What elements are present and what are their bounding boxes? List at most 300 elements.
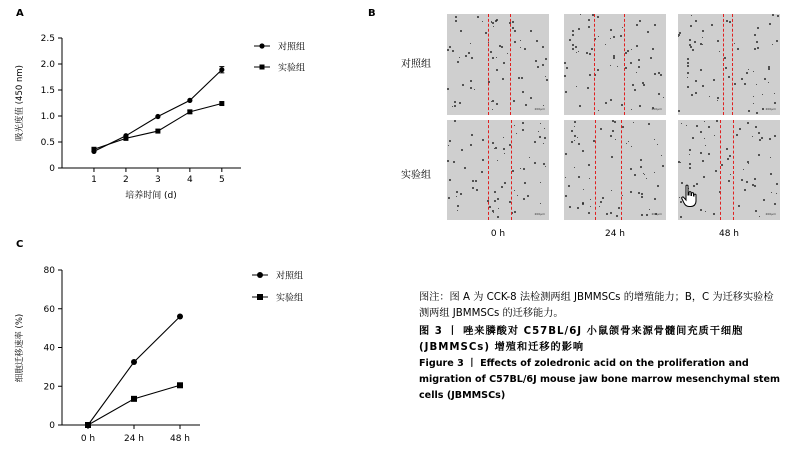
cell-speck	[772, 14, 774, 16]
cell-speck	[613, 36, 615, 38]
cell-speck	[748, 163, 749, 164]
cell-speck	[776, 193, 777, 194]
cell-speck	[700, 131, 702, 133]
cell-speck	[769, 23, 771, 25]
cell-speck	[702, 160, 704, 162]
chart-a-y-tick-label: 2.0	[40, 60, 55, 70]
cell-speck	[741, 179, 743, 181]
chart-c-x-tick-label: 24 h	[123, 434, 145, 444]
cell-speck	[457, 61, 459, 63]
cell-speck	[680, 216, 682, 218]
cell-speck	[470, 87, 472, 89]
cell-speck	[496, 103, 498, 105]
cell-speck	[612, 130, 614, 132]
cell-speck	[472, 180, 474, 182]
cell-speck	[613, 57, 615, 59]
cell-speck	[687, 58, 689, 60]
scale-bar-label: 200μm	[534, 212, 545, 216]
cell-speck	[472, 187, 474, 189]
cell-speck	[497, 160, 498, 161]
cell-speck	[770, 173, 772, 175]
cell-speck	[758, 132, 760, 134]
cell-speck	[497, 216, 499, 218]
cell-speck	[610, 135, 612, 137]
panel-b-label: B	[368, 8, 376, 19]
cell-speck	[543, 163, 545, 165]
chart-c-series-line-0	[88, 317, 180, 426]
cell-speck	[538, 131, 539, 132]
chart-a-x-tick-label: 4	[186, 175, 193, 185]
cell-speck	[632, 84, 634, 86]
cell-speck	[502, 78, 504, 80]
cell-speck	[518, 77, 520, 79]
scale-bar-label: 200μm	[765, 212, 776, 216]
cell-speck	[543, 105, 544, 106]
chart-a-point	[91, 147, 96, 152]
legend-marker-square	[257, 294, 263, 300]
cell-speck	[657, 185, 659, 187]
cell-speck	[575, 46, 577, 48]
cell-speck	[494, 200, 496, 202]
cell-speck	[514, 211, 516, 213]
cell-speck	[578, 176, 580, 178]
cell-speck	[504, 182, 506, 184]
cell-speck	[492, 100, 494, 102]
column-label-48h: 48 h	[718, 229, 740, 239]
cell-speck	[727, 158, 729, 160]
cell-speck	[713, 79, 715, 81]
cell-speck	[587, 87, 589, 89]
cell-speck	[565, 177, 566, 178]
cell-speck	[708, 153, 710, 155]
cell-speck	[597, 16, 599, 18]
cell-speck	[471, 134, 473, 136]
cell-speck	[485, 32, 487, 34]
cell-speck	[576, 86, 577, 87]
cell-speck	[578, 143, 580, 145]
cell-speck	[565, 91, 567, 93]
cell-speck	[689, 163, 691, 165]
cell-speck	[611, 156, 613, 158]
cell-speck	[449, 179, 451, 181]
cell-speck	[734, 43, 735, 44]
chart-c-y-label: 细胞迁移速率 (%)	[15, 313, 25, 383]
cell-speck	[715, 170, 717, 172]
cell-speck	[583, 189, 584, 190]
cell-speck	[762, 94, 763, 95]
cell-speck	[774, 102, 776, 104]
cell-speck	[522, 122, 524, 124]
cell-speck	[520, 168, 521, 169]
cell-speck	[530, 97, 532, 99]
cell-speck	[456, 191, 458, 193]
cell-speck	[564, 75, 566, 77]
cell-speck	[747, 122, 749, 124]
cell-speck	[729, 155, 731, 157]
cell-speck	[661, 155, 662, 156]
chart-a-x-tick-label: 1	[91, 175, 97, 185]
cell-speck	[753, 96, 754, 97]
cell-speck	[687, 62, 689, 64]
cell-speck	[474, 89, 475, 90]
cell-speck	[644, 174, 645, 175]
cell-speck	[631, 109, 632, 110]
cell-speck	[730, 174, 731, 175]
cell-speck	[452, 50, 454, 52]
cell-speck	[728, 180, 730, 182]
chart-a-x-tick-label: 3	[155, 175, 161, 185]
cell-speck	[640, 166, 642, 168]
cell-speck	[654, 73, 656, 75]
cell-speck	[639, 105, 641, 107]
cell-speck	[591, 48, 593, 50]
cell-speck	[574, 126, 575, 127]
cell-speck	[589, 74, 591, 76]
cell-speck	[630, 62, 632, 64]
micrograph-control-24h	[564, 14, 666, 115]
cell-speck	[717, 100, 718, 101]
caption-title-zh: 图 3 丨 唑来膦酸对 C57BL/6J 小鼠颌骨来源骨髓间充质干细胞 (JBMMSCs) 增殖和迁移的影响	[419, 326, 744, 353]
cell-speck	[640, 159, 642, 161]
chart-a-y-ticks	[41, 34, 62, 174]
cell-speck	[702, 85, 704, 87]
cell-speck	[663, 97, 664, 98]
cell-speck	[746, 181, 748, 183]
cell-speck	[602, 197, 604, 199]
cell-speck	[700, 69, 702, 71]
cell-speck	[470, 144, 472, 146]
cell-speck	[539, 136, 541, 138]
cell-speck	[589, 178, 590, 179]
cell-speck	[759, 216, 760, 217]
chart-a-point	[219, 101, 224, 106]
cell-speck	[577, 137, 578, 138]
cell-speck	[774, 135, 776, 137]
cell-speck	[717, 40, 719, 42]
cell-speck	[631, 49, 632, 50]
cell-speck	[588, 164, 590, 166]
cell-speck	[630, 168, 632, 170]
cell-speck	[447, 88, 449, 90]
cell-speck	[462, 84, 464, 86]
cell-speck	[756, 41, 758, 43]
cell-speck	[726, 20, 728, 22]
cell-speck	[496, 57, 497, 58]
cell-speck	[762, 108, 764, 110]
cell-speck	[576, 52, 577, 53]
cell-speck	[516, 133, 517, 134]
cell-speck	[588, 19, 590, 21]
chart-c-y-ticks	[44, 266, 62, 431]
cell-speck	[465, 55, 467, 57]
cell-speck	[529, 157, 530, 158]
cell-speck	[574, 140, 575, 141]
legend-marker-square	[260, 65, 265, 70]
chart-a-series	[91, 67, 224, 154]
chart-a-y-label: 吸光度值 (450 nm)	[15, 65, 25, 141]
scale-bar-label: 200μm	[651, 212, 662, 216]
cell-speck	[523, 168, 525, 170]
cell-speck	[535, 60, 537, 62]
cell-speck	[564, 62, 566, 64]
cell-speck	[654, 24, 656, 26]
cell-speck	[681, 123, 682, 124]
cell-speck	[654, 198, 656, 200]
cell-speck	[763, 199, 765, 201]
cell-speck	[475, 180, 477, 182]
chart-a-point	[123, 136, 128, 141]
cell-speck	[662, 165, 664, 167]
cell-speck	[598, 110, 599, 111]
cell-speck	[482, 159, 484, 161]
cell-speck	[600, 201, 602, 203]
cell-speck	[734, 83, 736, 85]
cell-speck	[476, 189, 478, 191]
chart-a-series-line-0	[94, 70, 222, 152]
cell-speck	[579, 105, 581, 107]
cell-speck	[534, 141, 536, 143]
cell-speck	[448, 197, 450, 199]
hand-cursor-icon	[681, 184, 697, 208]
chart-a-y-tick-label: 0	[49, 164, 55, 174]
cell-speck	[774, 93, 775, 94]
cell-speck	[752, 136, 753, 137]
cell-speck	[753, 71, 754, 72]
cell-speck	[501, 46, 503, 48]
cell-speck	[524, 182, 526, 184]
cell-speck	[729, 21, 731, 23]
cell-speck	[692, 49, 694, 51]
cell-speck	[590, 206, 591, 207]
cell-speck	[543, 143, 544, 144]
cell-speck	[711, 24, 713, 26]
cell-speck	[620, 35, 622, 37]
chart-a-x-tick-label: 2	[123, 175, 129, 185]
cell-speck	[536, 40, 538, 42]
cell-speck	[631, 146, 632, 147]
chart-c-x-tick-label: 0 h	[80, 434, 96, 444]
cell-speck	[728, 76, 730, 78]
cell-speck	[695, 92, 697, 94]
cell-speck	[764, 78, 766, 80]
cell-speck	[636, 72, 637, 73]
cell-speck	[746, 72, 748, 74]
cell-speck	[482, 21, 483, 22]
cell-speck	[590, 199, 591, 200]
cell-speck	[630, 191, 632, 193]
cell-speck	[449, 46, 451, 48]
chart-a-x-tick-label: 5	[218, 175, 225, 185]
chart-a-series-line-1	[94, 104, 222, 150]
cell-speck	[454, 105, 456, 107]
cell-speck	[647, 31, 649, 33]
cell-speck	[756, 112, 758, 114]
cell-speck	[599, 206, 600, 207]
cell-speck	[569, 206, 571, 208]
cell-speck	[752, 184, 754, 186]
cell-speck	[447, 49, 449, 51]
cell-speck	[493, 212, 494, 213]
cell-speck	[754, 185, 756, 187]
cell-speck	[605, 102, 607, 104]
cell-speck	[468, 52, 470, 54]
cell-speck	[600, 128, 602, 130]
cell-speck	[622, 126, 624, 128]
cell-speck	[449, 140, 451, 142]
cell-speck	[713, 213, 715, 215]
cell-speck	[454, 101, 456, 103]
panel-a-label: A	[16, 8, 24, 19]
cell-speck	[520, 47, 521, 48]
cell-speck	[759, 139, 761, 141]
chart-a-y-tick-label: 0.5	[40, 138, 55, 148]
cell-speck	[512, 21, 514, 23]
cell-speck	[597, 69, 599, 71]
chart-a-point	[155, 114, 160, 119]
cell-speck	[705, 211, 706, 212]
cell-speck	[512, 170, 514, 172]
chart-c-y-tick-label: 60	[43, 304, 55, 315]
cell-speck	[610, 65, 611, 66]
cell-speck	[610, 212, 612, 214]
cell-speck	[456, 196, 457, 197]
cell-speck	[577, 207, 579, 209]
cell-speck	[565, 153, 567, 155]
column-label-24h: 24 h	[604, 229, 626, 239]
cell-speck	[679, 32, 681, 34]
caption-title-en: Figure 3 丨 Effects of zoledronic acid on the proliferation and migration of C57BL/6J mouse jaw bone marrow mesenchymal stem cells (JBMMSCs)	[419, 358, 781, 401]
cell-speck	[636, 24, 638, 26]
cell-speck	[455, 16, 457, 18]
scale-bar-label: 200μm	[765, 107, 776, 111]
chart-a-x-ticks	[91, 168, 225, 185]
cell-speck	[572, 30, 574, 32]
panel-c-label: C	[16, 239, 24, 250]
cell-speck	[459, 102, 461, 104]
cell-speck	[660, 74, 662, 76]
chart-a-x-label: 培养时间 (d)	[125, 191, 177, 201]
cell-speck	[544, 137, 546, 139]
cell-speck	[492, 22, 494, 24]
cell-speck	[768, 82, 769, 83]
cell-speck	[758, 154, 760, 156]
cell-speck	[754, 178, 756, 180]
legend-marker-circle	[259, 43, 264, 48]
cell-speck	[610, 99, 612, 101]
cell-speck	[646, 214, 648, 216]
cell-speck	[695, 80, 697, 82]
cell-speck	[606, 213, 608, 215]
cell-speck	[622, 27, 623, 28]
cell-speck	[494, 148, 495, 149]
cell-speck	[696, 125, 698, 127]
cell-speck	[622, 195, 623, 196]
cell-speck	[726, 148, 728, 150]
cell-speck	[452, 106, 453, 107]
cell-speck	[626, 143, 627, 144]
figure-caption	[419, 290, 783, 404]
cell-speck	[470, 80, 472, 82]
cell-speck	[702, 44, 703, 45]
cell-speck	[537, 66, 539, 68]
cell-speck	[687, 86, 689, 88]
cell-speck	[482, 139, 484, 141]
cell-speck	[588, 26, 590, 28]
cell-speck	[736, 134, 738, 136]
cell-speck	[586, 52, 588, 54]
cell-speck	[448, 145, 449, 146]
cell-speck	[702, 37, 703, 38]
cell-speck	[574, 121, 576, 123]
cell-speck	[708, 126, 710, 128]
cell-speck	[652, 48, 654, 50]
cell-speck	[497, 198, 499, 200]
cell-speck	[678, 36, 679, 37]
cell-speck	[495, 147, 497, 149]
cell-speck	[738, 205, 740, 207]
chart-c-point	[177, 382, 183, 388]
cell-speck	[598, 36, 599, 37]
chart-c-point	[177, 314, 183, 320]
cell-speck	[724, 57, 726, 59]
cell-speck	[493, 26, 494, 27]
scale-bar-label: 200μm	[651, 107, 662, 111]
cell-speck	[477, 16, 479, 18]
cell-speck	[689, 39, 691, 41]
cell-speck	[514, 125, 515, 126]
caption-note: 图注：图 A 为 CCK-8 法检测两组 JBMMSCs 的增殖能力；B，C 为迁移实验检测两组 JBMMSCs 的迁移能力。	[419, 292, 774, 319]
cell-speck	[457, 210, 458, 211]
micrograph-experiment-24h	[564, 120, 666, 220]
micrograph-control-48h	[678, 14, 780, 115]
cell-speck	[638, 66, 640, 68]
cell-speck	[514, 190, 515, 191]
cell-speck	[755, 210, 757, 212]
cell-speck	[461, 149, 463, 151]
cell-speck	[700, 209, 702, 211]
cell-speck	[679, 197, 680, 198]
cell-speck	[460, 30, 462, 32]
cell-speck	[489, 206, 491, 208]
cell-speck	[687, 72, 689, 74]
cell-speck	[754, 48, 756, 50]
chart-a-point	[219, 67, 224, 72]
chart-a-legend-experiment: 实验组	[278, 63, 306, 74]
cell-speck	[721, 164, 723, 166]
cell-speck	[621, 104, 623, 106]
cell-speck	[572, 48, 574, 50]
cell-speck	[748, 110, 750, 112]
scale-bar-label: 200μm	[534, 107, 545, 111]
cell-speck	[470, 43, 471, 44]
cell-speck	[639, 20, 641, 22]
cell-speck	[522, 91, 524, 93]
chart-c-series-line-1	[88, 385, 180, 425]
cell-speck	[542, 64, 544, 66]
cell-speck	[589, 53, 591, 55]
chart-a-legend	[254, 41, 305, 74]
cell-speck	[545, 166, 546, 167]
cell-speck	[680, 162, 681, 163]
cell-speck	[610, 38, 611, 39]
cell-speck	[464, 167, 466, 169]
cell-speck	[578, 28, 580, 30]
cell-speck	[494, 191, 496, 193]
cell-speck	[658, 93, 660, 95]
cell-speck	[638, 59, 640, 61]
cell-speck	[768, 66, 770, 68]
cell-speck	[527, 195, 529, 197]
